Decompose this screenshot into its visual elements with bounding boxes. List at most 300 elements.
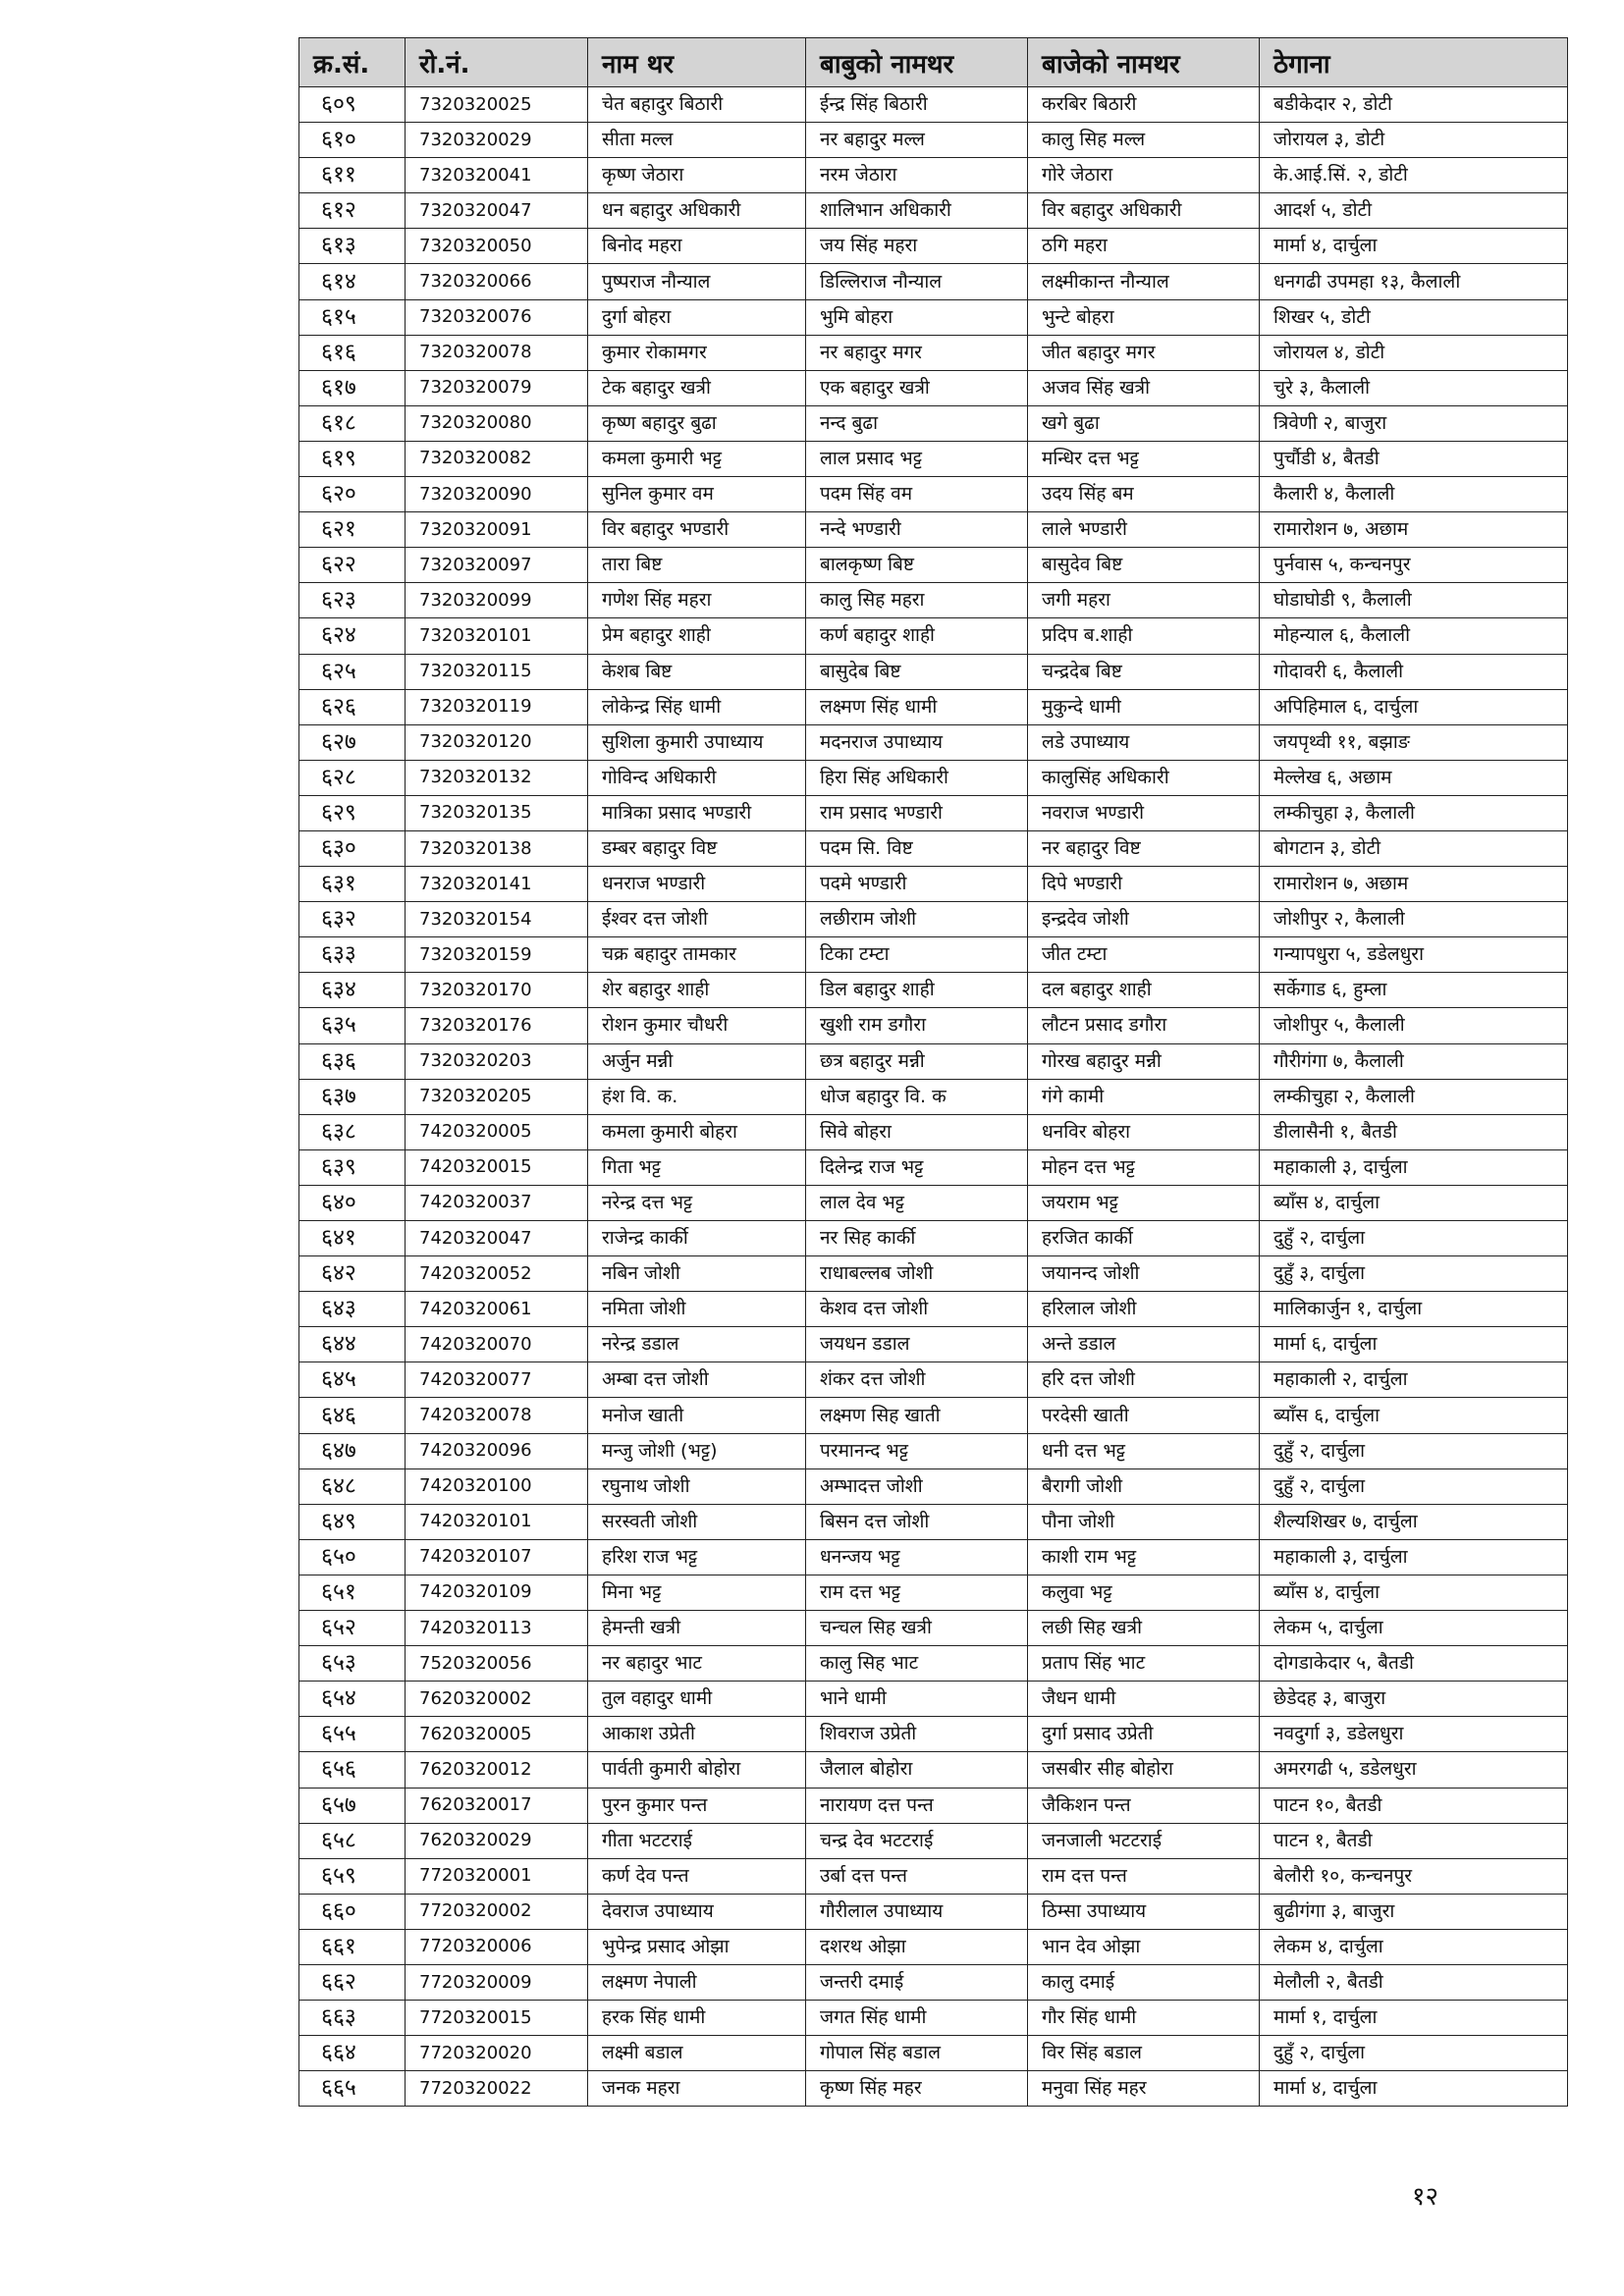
address-cell: आदर्श ५, डोटी	[1260, 193, 1568, 229]
father-name-cell: दशरथ ओझा	[806, 1929, 1028, 1964]
address-cell: पाटन १०, बैतडी	[1260, 1788, 1568, 1823]
address-cell: चुरे ३, कैलाली	[1260, 370, 1568, 405]
grandfather-name-cell: ठगि महरा	[1028, 229, 1260, 264]
table-row	[299, 1114, 1568, 1149]
grandfather-name-cell: हरजित कार्की	[1028, 1221, 1260, 1256]
table-row	[299, 1256, 1568, 1292]
name-cell: लक्ष्मी बडाल	[588, 2036, 806, 2071]
father-name-cell: चन्द्र देव भटटराई	[806, 1823, 1028, 1858]
name-cell: राजेन्द्र कार्की	[588, 1221, 806, 1256]
table-row	[299, 760, 1568, 795]
roll-number-cell: 7720320006	[406, 1929, 588, 1964]
table-row	[299, 405, 1568, 441]
father-name-cell: जन्तरी दमाई	[806, 1964, 1028, 2000]
serial-number-cell: ६५५	[299, 1717, 406, 1752]
serial-number-cell: ६२६	[299, 689, 406, 724]
father-name-cell: राम प्रसाद भण्डारी	[806, 795, 1028, 830]
grandfather-name-cell: मोहन दत्त भट्ट	[1028, 1149, 1260, 1185]
name-cell: गीता भटटराई	[588, 1823, 806, 1858]
grandfather-name-cell: कालु दमाई	[1028, 1964, 1260, 2000]
serial-number-cell: ६६२	[299, 1964, 406, 2000]
grandfather-name-cell: राम दत्त पन्त	[1028, 1858, 1260, 1894]
grandfather-name-cell: दिपे भण्डारी	[1028, 867, 1260, 902]
address-cell: गौरीगंगा ७, कैलाली	[1260, 1043, 1568, 1079]
header-roll-number: रो.नं.	[406, 38, 588, 87]
grandfather-name-cell: गंगे कामी	[1028, 1079, 1260, 1114]
serial-number-cell: ६३४	[299, 973, 406, 1008]
name-cell: धन बहादुर अधिकारी	[588, 193, 806, 229]
father-name-cell: डिल्लिराज नौन्याल	[806, 264, 1028, 299]
serial-number-cell: ६५०	[299, 1539, 406, 1575]
page-number: १२	[1412, 2182, 1439, 2212]
father-name-cell: सिवे बोहरा	[806, 1114, 1028, 1149]
name-cell: टेक बहादुर खत्री	[588, 370, 806, 405]
grandfather-name-cell: लौटन प्रसाद डगौरा	[1028, 1008, 1260, 1043]
serial-number-cell: ६२९	[299, 795, 406, 830]
grandfather-name-cell: जयराम भट्ट	[1028, 1185, 1260, 1220]
name-cell: सुनिल कुमार वम	[588, 477, 806, 512]
address-cell: ब्याँस ४, दार्चुला	[1260, 1575, 1568, 1610]
serial-number-cell: ६३६	[299, 1043, 406, 1079]
grandfather-name-cell: बैरागी जोशी	[1028, 1468, 1260, 1504]
father-name-cell: नर बहादुर मगर	[806, 335, 1028, 370]
grandfather-name-cell: इन्द्रदेव जोशी	[1028, 902, 1260, 937]
address-cell: मार्मा १, दार्चुला	[1260, 2001, 1568, 2036]
table-row	[299, 123, 1568, 158]
grandfather-name-cell: मन्धिर दत्त भट्ट	[1028, 441, 1260, 476]
serial-number-cell: ६५४	[299, 1682, 406, 1717]
father-name-cell: नर बहादुर मल्ल	[806, 123, 1028, 158]
table-row	[299, 1043, 1568, 1079]
grandfather-name-cell: बासुदेव बिष्ट	[1028, 548, 1260, 583]
name-cell: कमला कुमारी बोहरा	[588, 1114, 806, 1149]
roll-number-cell: 7720320020	[406, 2036, 588, 2071]
father-name-cell: जयधन डडाल	[806, 1327, 1028, 1362]
table-row	[299, 441, 1568, 476]
table-row	[299, 795, 1568, 830]
name-cell: मात्रिका प्रसाद भण्डारी	[588, 795, 806, 830]
serial-number-cell: ६१४	[299, 264, 406, 299]
name-cell: चेत बहादुर बिठारी	[588, 87, 806, 123]
serial-number-cell: ६४८	[299, 1468, 406, 1504]
roll-number-cell: 7420320096	[406, 1433, 588, 1468]
address-cell: ब्याँस ४, दार्चुला	[1260, 1185, 1568, 1220]
table-row	[299, 1575, 1568, 1610]
grandfather-name-cell: ठिम्सा उपाध्याय	[1028, 1894, 1260, 1929]
grandfather-name-cell: हरि दत्त जोशी	[1028, 1362, 1260, 1398]
father-name-cell: हिरा सिंह अधिकारी	[806, 760, 1028, 795]
table-header	[299, 38, 1568, 87]
address-cell: पाटन १, बैतडी	[1260, 1823, 1568, 1858]
roll-number-cell: 7320320120	[406, 724, 588, 760]
table-row	[299, 2001, 1568, 2036]
name-cell: कमला कुमारी भट्ट	[588, 441, 806, 476]
name-cell: देवराज उपाध्याय	[588, 1894, 806, 1929]
serial-number-cell: ६३५	[299, 1008, 406, 1043]
table-row	[299, 867, 1568, 902]
father-name-cell: नन्दे भण्डारी	[806, 512, 1028, 548]
serial-number-cell: ६४५	[299, 1362, 406, 1398]
roll-number-cell: 7320320041	[406, 158, 588, 193]
table-row	[299, 1327, 1568, 1362]
serial-number-cell: ६४४	[299, 1327, 406, 1362]
address-cell: दुहुँ २, दार्चुला	[1260, 1221, 1568, 1256]
name-cell: डम्बर बहादुर विष्ट	[588, 830, 806, 866]
table-row	[299, 2071, 1568, 2107]
address-cell: डीलासैनी १, बैतडी	[1260, 1114, 1568, 1149]
roll-number-cell: 7620320005	[406, 1717, 588, 1752]
grandfather-name-cell: नर बहादुर विष्ट	[1028, 830, 1260, 866]
roll-number-cell: 7320320132	[406, 760, 588, 795]
roll-number-cell: 7320320097	[406, 548, 588, 583]
roll-number-cell: 7420320052	[406, 1256, 588, 1292]
father-name-cell: परमानन्द भट्ट	[806, 1433, 1028, 1468]
serial-number-cell: ६५३	[299, 1646, 406, 1682]
address-cell: महाकाली २, दार्चुला	[1260, 1362, 1568, 1398]
roll-number-cell: 7420320100	[406, 1468, 588, 1504]
name-cell: कुमार रोकामगर	[588, 335, 806, 370]
address-cell: मार्मा ४, दार्चुला	[1260, 2071, 1568, 2107]
grandfather-name-cell: जनजाली भटटराई	[1028, 1823, 1260, 1858]
address-cell: कैलारी ४, कैलाली	[1260, 477, 1568, 512]
name-cell: विर बहादुर भण्डारी	[588, 512, 806, 548]
address-cell: महाकाली ३, दार्चुला	[1260, 1149, 1568, 1185]
serial-number-cell: ६३९	[299, 1149, 406, 1185]
serial-number-cell: ६१३	[299, 229, 406, 264]
serial-number-cell: ६१६	[299, 335, 406, 370]
table-row	[299, 1468, 1568, 1504]
header-name: नाम थर	[588, 38, 806, 87]
father-name-cell: शालिभान अधिकारी	[806, 193, 1028, 229]
father-name-cell: राधाबल्लब जोशी	[806, 1256, 1028, 1292]
name-cell: हरक सिंह धामी	[588, 2001, 806, 2036]
father-name-cell: लक्ष्मण सिह खाती	[806, 1398, 1028, 1433]
roll-number-cell: 7320320115	[406, 654, 588, 689]
grandfather-name-cell: जैकिशन पन्त	[1028, 1788, 1260, 1823]
roll-number-cell: 7420320078	[406, 1398, 588, 1433]
father-name-cell: बिसन दत्त जोशी	[806, 1504, 1028, 1539]
father-name-cell: ईन्द्र सिंह बिठारी	[806, 87, 1028, 123]
father-name-cell: कालु सिह भाट	[806, 1646, 1028, 1682]
grandfather-name-cell: पौना जोशी	[1028, 1504, 1260, 1539]
grandfather-name-cell: खगे बुढा	[1028, 405, 1260, 441]
address-cell: जोशीपुर २, कैलाली	[1260, 902, 1568, 937]
name-cell: नरेन्द्र डडाल	[588, 1327, 806, 1362]
address-cell: गोदावरी ६, कैलाली	[1260, 654, 1568, 689]
address-cell: शैल्यशिखर ७, दार्चुला	[1260, 1504, 1568, 1539]
grandfather-name-cell: जयानन्द जोशी	[1028, 1256, 1260, 1292]
father-name-cell: मदनराज उपाध्याय	[806, 724, 1028, 760]
grandfather-name-cell: परदेसी खाती	[1028, 1398, 1260, 1433]
address-cell: छेडेदह ३, बाजुरा	[1260, 1682, 1568, 1717]
table-row	[299, 299, 1568, 335]
serial-number-cell: ६२२	[299, 548, 406, 583]
father-name-cell: अम्भादत्त जोशी	[806, 1468, 1028, 1504]
header-father-name: बाबुको नामथर	[806, 38, 1028, 87]
address-cell: दुहुँ ३, दार्चुला	[1260, 1256, 1568, 1292]
serial-number-cell: ६४२	[299, 1256, 406, 1292]
father-name-cell: केशव दत्त जोशी	[806, 1292, 1028, 1327]
address-cell: मार्मा ६, दार्चुला	[1260, 1327, 1568, 1362]
table-row	[299, 1929, 1568, 1964]
roll-number-cell: 7420320061	[406, 1292, 588, 1327]
address-cell: मालिकार्जुन १, दार्चुला	[1260, 1292, 1568, 1327]
serial-number-cell: ६६४	[299, 2036, 406, 2071]
serial-number-cell: ६६३	[299, 2001, 406, 2036]
table-row	[299, 87, 1568, 123]
grandfather-name-cell: जसबीर सीह बोहोरा	[1028, 1752, 1260, 1788]
name-cell: मिना भट्ट	[588, 1575, 806, 1610]
grandfather-name-cell: नवराज भण्डारी	[1028, 795, 1260, 830]
grandfather-name-cell: कालु सिह मल्ल	[1028, 123, 1260, 158]
address-cell: अपिहिमाल ६, दार्चुला	[1260, 689, 1568, 724]
roll-number-cell: 7320320091	[406, 512, 588, 548]
grandfather-name-cell: दल बहादुर शाही	[1028, 973, 1260, 1008]
address-cell: दुहुँ २, दार्चुला	[1260, 1468, 1568, 1504]
roll-number-cell: 7720320015	[406, 2001, 588, 2036]
serial-number-cell: ६२०	[299, 477, 406, 512]
serial-number-cell: ६११	[299, 158, 406, 193]
roll-number-cell: 7320320025	[406, 87, 588, 123]
father-name-cell: पदम सि. विष्ट	[806, 830, 1028, 866]
father-name-cell: लछीराम जोशी	[806, 902, 1028, 937]
name-cell: शेर बहादुर शाही	[588, 973, 806, 1008]
father-name-cell: नन्द बुढा	[806, 405, 1028, 441]
grandfather-name-cell: विर बहादुर अधिकारी	[1028, 193, 1260, 229]
roll-number-cell: 7320320176	[406, 1008, 588, 1043]
father-name-cell: उर्बा दत्त पन्त	[806, 1858, 1028, 1894]
serial-number-cell: ६६५	[299, 2071, 406, 2107]
table-row	[299, 512, 1568, 548]
address-cell: त्रिवेणी २, बाजुरा	[1260, 405, 1568, 441]
father-name-cell: धनन्जय भट्ट	[806, 1539, 1028, 1575]
roll-number-cell: 7420320107	[406, 1539, 588, 1575]
name-cell: रघुनाथ जोशी	[588, 1468, 806, 1504]
grandfather-name-cell: अजव सिंह खत्री	[1028, 370, 1260, 405]
grandfather-name-cell: लडे उपाध्याय	[1028, 724, 1260, 760]
roll-number-cell: 7320320135	[406, 795, 588, 830]
grandfather-name-cell: धनविर बोहरा	[1028, 1114, 1260, 1149]
table-row	[299, 229, 1568, 264]
roll-number-cell: 7320320101	[406, 618, 588, 654]
serial-number-cell: ६५९	[299, 1858, 406, 1894]
table-row	[299, 937, 1568, 973]
roll-number-cell: 7320320205	[406, 1079, 588, 1114]
name-cell: दुर्गा बोहरा	[588, 299, 806, 335]
father-name-cell: जय सिंह महरा	[806, 229, 1028, 264]
grandfather-name-cell: जीत टम्टा	[1028, 937, 1260, 973]
address-cell: बडीकेदार २, डोटी	[1260, 87, 1568, 123]
name-cell: हेमन्ती खत्री	[588, 1611, 806, 1646]
grandfather-name-cell: दुर्गा प्रसाद उप्रेती	[1028, 1717, 1260, 1752]
father-name-cell: नर सिह कार्की	[806, 1221, 1028, 1256]
roll-number-cell: 7320320047	[406, 193, 588, 229]
roll-number-cell: 7720320009	[406, 1964, 588, 2000]
serial-number-cell: ६३७	[299, 1079, 406, 1114]
name-cell: गिता भट्ट	[588, 1149, 806, 1185]
serial-number-cell: ६१७	[299, 370, 406, 405]
table-row	[299, 1149, 1568, 1185]
grandfather-name-cell: लक्ष्मीकान्त नौन्याल	[1028, 264, 1260, 299]
roll-number-cell: 7420320037	[406, 1185, 588, 1220]
grandfather-name-cell: हरिलाल जोशी	[1028, 1292, 1260, 1327]
serial-number-cell: ६३०	[299, 830, 406, 866]
table-row	[299, 654, 1568, 689]
father-name-cell: लाल देव भट्ट	[806, 1185, 1028, 1220]
serial-number-cell: ६४७	[299, 1433, 406, 1468]
table-row	[299, 902, 1568, 937]
grandfather-name-cell: चन्द्रदेब बिष्ट	[1028, 654, 1260, 689]
serial-number-cell: ६४१	[299, 1221, 406, 1256]
name-cell: कृष्ण जेठारा	[588, 158, 806, 193]
grandfather-name-cell: मनुवा सिंह महर	[1028, 2071, 1260, 2107]
grandfather-name-cell: अन्ते डडाल	[1028, 1327, 1260, 1362]
grandfather-name-cell: लछी सिह खत्री	[1028, 1611, 1260, 1646]
father-name-cell: कृष्ण सिंह महर	[806, 2071, 1028, 2107]
address-cell: लम्कीचुहा ३, कैलाली	[1260, 795, 1568, 830]
table-row	[299, 2036, 1568, 2071]
table-row	[299, 193, 1568, 229]
roll-number-cell: 7320320159	[406, 937, 588, 973]
father-name-cell: कर्ण बहादुर शाही	[806, 618, 1028, 654]
roll-number-cell: 7320320082	[406, 441, 588, 476]
table-row	[299, 264, 1568, 299]
address-cell: महाकाली ३, दार्चुला	[1260, 1539, 1568, 1575]
father-name-cell: धोज बहादुर वि. क	[806, 1079, 1028, 1114]
name-cell: सुशिला कुमारी उपाध्याय	[588, 724, 806, 760]
address-cell: बेलौरी १०, कन्चनपुर	[1260, 1858, 1568, 1894]
father-name-cell: गोपाल सिंह बडाल	[806, 2036, 1028, 2071]
grandfather-name-cell: धनी दत्त भट्ट	[1028, 1433, 1260, 1468]
table-row	[299, 1185, 1568, 1220]
grandfather-name-cell: उदय सिंह बम	[1028, 477, 1260, 512]
address-cell: जोशीपुर ५, कैलाली	[1260, 1008, 1568, 1043]
roll-number-cell: 7320320154	[406, 902, 588, 937]
name-cell: हरिश राज भट्ट	[588, 1539, 806, 1575]
header-grandfather-name: बाजेको नामथर	[1028, 38, 1260, 87]
table-row	[299, 1823, 1568, 1858]
table-row	[299, 1964, 1568, 2000]
table-row	[299, 1221, 1568, 1256]
roll-number-cell: 7420320077	[406, 1362, 588, 1398]
roll-number-cell: 7320320090	[406, 477, 588, 512]
table-row	[299, 335, 1568, 370]
table-row	[299, 689, 1568, 724]
serial-number-cell: ६४०	[299, 1185, 406, 1220]
grandfather-name-cell: काशी राम भट्ट	[1028, 1539, 1260, 1575]
grandfather-name-cell: जैधन धामी	[1028, 1682, 1260, 1717]
name-cell: रोशन कुमार चौधरी	[588, 1008, 806, 1043]
table-row	[299, 548, 1568, 583]
roll-number-cell: 7620320012	[406, 1752, 588, 1788]
serial-number-cell: ६५८	[299, 1823, 406, 1858]
address-cell: मोहन्याल ६, कैलाली	[1260, 618, 1568, 654]
grandfather-name-cell: गोरख बहादुर मन्नी	[1028, 1043, 1260, 1079]
grandfather-name-cell: करबिर बिठारी	[1028, 87, 1260, 123]
roll-number-cell: 7320320203	[406, 1043, 588, 1079]
roll-number-cell: 7320320066	[406, 264, 588, 299]
roll-number-cell: 7620320017	[406, 1788, 588, 1823]
grandfather-name-cell: कलुवा भट्ट	[1028, 1575, 1260, 1610]
name-cell: पार्वती कुमारी बोहोरा	[588, 1752, 806, 1788]
address-cell: दुहुँ २, दार्चुला	[1260, 1433, 1568, 1468]
address-cell: पुर्नवास ५, कन्चनपुर	[1260, 548, 1568, 583]
table-row	[299, 1611, 1568, 1646]
grandfather-name-cell: भुन्टे बोहरा	[1028, 299, 1260, 335]
father-name-cell: बासुदेब बिष्ट	[806, 654, 1028, 689]
table-row	[299, 618, 1568, 654]
address-cell: दुहुँ २, दार्चुला	[1260, 2036, 1568, 2071]
roll-number-cell: 7420320005	[406, 1114, 588, 1149]
address-cell: बोगटान ३, डोटी	[1260, 830, 1568, 866]
address-cell: धनगढी उपमहा १३, कैलाली	[1260, 264, 1568, 299]
serial-number-cell: ६२८	[299, 760, 406, 795]
address-cell: लेकम ४, दार्चुला	[1260, 1929, 1568, 1964]
table-row	[299, 1079, 1568, 1114]
father-name-cell: चन्चल सिह खत्री	[806, 1611, 1028, 1646]
name-cell: सरस्वती जोशी	[588, 1504, 806, 1539]
father-name-cell: बालकृष्ण बिष्ट	[806, 548, 1028, 583]
table-row	[299, 1858, 1568, 1894]
address-cell: शिखर ५, डोटी	[1260, 299, 1568, 335]
address-cell: जोरायल ४, डोटी	[1260, 335, 1568, 370]
father-name-cell: कालु सिह महरा	[806, 583, 1028, 618]
roll-number-cell: 7320320141	[406, 867, 588, 902]
serial-number-cell: ६२३	[299, 583, 406, 618]
address-cell: ब्याँस ६, दार्चुला	[1260, 1398, 1568, 1433]
table-row	[299, 370, 1568, 405]
father-name-cell: लक्ष्मण सिंह धामी	[806, 689, 1028, 724]
address-cell: नवदुर्गा ३, डडेलधुरा	[1260, 1717, 1568, 1752]
roll-number-cell: 7320320029	[406, 123, 588, 158]
table-row	[299, 1788, 1568, 1823]
father-name-cell: शंकर दत्त जोशी	[806, 1362, 1028, 1398]
grandfather-name-cell: लाले भण्डारी	[1028, 512, 1260, 548]
serial-number-cell: ६५७	[299, 1788, 406, 1823]
grandfather-name-cell: प्रदिप ब.शाही	[1028, 618, 1260, 654]
serial-number-cell: ६६०	[299, 1894, 406, 1929]
address-cell: घोडाघोडी ९, कैलाली	[1260, 583, 1568, 618]
name-cell: तुल वहादुर धामी	[588, 1682, 806, 1717]
serial-number-cell: ६४६	[299, 1398, 406, 1433]
serial-number-cell: ६१९	[299, 441, 406, 476]
address-cell: अमरगढी ५, डडेलधुरा	[1260, 1752, 1568, 1788]
roll-number-cell: 7420320070	[406, 1327, 588, 1362]
table-row	[299, 1752, 1568, 1788]
address-cell: जयपृथ्वी ११, बझाङ	[1260, 724, 1568, 760]
name-cell: हंश वि. क.	[588, 1079, 806, 1114]
roll-number-cell: 7320320079	[406, 370, 588, 405]
address-cell: गन्यापधुरा ५, डडेलधुरा	[1260, 937, 1568, 973]
header-address: ठेगाना	[1260, 38, 1568, 87]
serial-number-cell: ६६१	[299, 1929, 406, 1964]
table-row	[299, 1433, 1568, 1468]
name-cell: पुष्पराज नौन्याल	[588, 264, 806, 299]
name-cell: गणेश सिंह महरा	[588, 583, 806, 618]
roll-number-cell: 7420320113	[406, 1611, 588, 1646]
roll-number-cell: 7320320050	[406, 229, 588, 264]
address-cell: जोरायल ३, डोटी	[1260, 123, 1568, 158]
roll-number-cell: 7320320078	[406, 335, 588, 370]
name-cell: मनोज खाती	[588, 1398, 806, 1433]
table-row	[299, 1646, 1568, 1682]
name-cell: लोकेन्द्र सिंह धामी	[588, 689, 806, 724]
father-name-cell: एक बहादुर खत्री	[806, 370, 1028, 405]
address-cell: दोगडाकेदार ५, बैतडी	[1260, 1646, 1568, 1682]
name-cell: अर्जुन मन्नी	[588, 1043, 806, 1079]
roll-number-cell: 7320320099	[406, 583, 588, 618]
table-row	[299, 1504, 1568, 1539]
